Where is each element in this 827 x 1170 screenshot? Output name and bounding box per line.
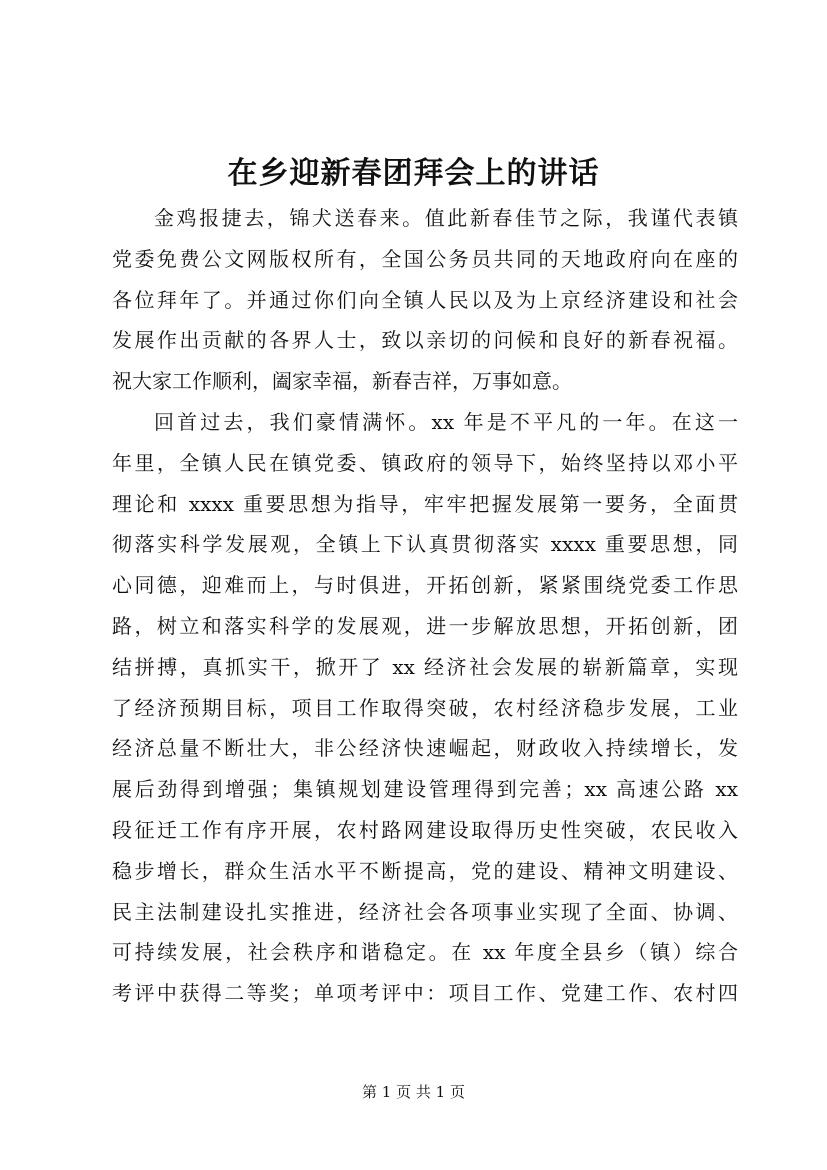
text-line: 考评中获得二等奖；单项考评中：项目工作、党建工作、农村四 [112,981,738,1006]
page-number: 第 1 页 共 1 页 [362,1083,465,1101]
text-line: 年里，全镇人民在镇党委、镇政府的领导下，始终坚持以邓小平 [112,450,738,475]
text-line: 心同德，迎难而上，与时俱进，开拓创新，紧紧围绕党委工作思 [112,573,738,598]
text-line: 回首过去，我们豪情满怀。xx 年是不平凡的一年。在这一 [154,409,738,434]
text-line: 祝大家工作顺利，阖家幸福，新春吉祥，万事如意。 [112,369,572,394]
text-line: 民主法制建设扎实推进，经济社会各项事业实现了全面、协调、 [112,899,738,924]
text-line: 了经济预期目标，项目工作取得突破，农村经济稳步发展，工业 [112,695,738,720]
text-line: 理论和 xxxx 重要思想为指导，牢牢把握发展第一要务，全面贯 [112,491,738,516]
document-body [112,198,738,1014]
text-line: 党委免费公文网版权所有，全国公务员共同的天地政府向在座的 [112,246,738,271]
text-line: 各位拜年了。并通过你们向全镇人民以及为上京经济建设和社会 [112,287,738,312]
text-line: 段征迁工作有序开展，农村路网建设取得历史性突破，农民收入 [112,817,738,842]
paragraph-1 [112,198,738,402]
document-title: 在乡迎新春团拜会上的讲话 [227,156,600,191]
text-line: 彻落实科学发展观，全镇上下认真贯彻落实 xxxx 重要思想，同 [112,532,738,557]
text-line: 发展作出贡献的各界人士，致以亲切的问候和良好的新春祝福。 [112,328,738,353]
text-line: 稳步增长，群众生活水平不断提高，党的建设、精神文明建设、 [112,858,738,883]
text-line: 结拼搏，真抓实干，掀开了 xx 经济社会发展的崭新篇章，实现 [112,654,738,679]
text-line: 经济总量不断壮大，非公经济快速崛起，财政收入持续增长，发 [112,736,738,761]
text-line: 路，树立和落实科学的发展观，进一步解放思想，开拓创新，团 [112,613,738,638]
text-line: 金鸡报捷去，锦犬送春来。值此新春佳节之际，我谨代表镇 [154,206,738,230]
text-line: 可持续发展，社会秩序和谐稳定。在 xx 年度全县乡（镇）综合 [112,940,738,965]
paragraph-2 [112,402,738,1014]
text-line: 展后劲得到增强；集镇规划建设管理得到完善；xx 高速公路 xx [112,777,738,802]
